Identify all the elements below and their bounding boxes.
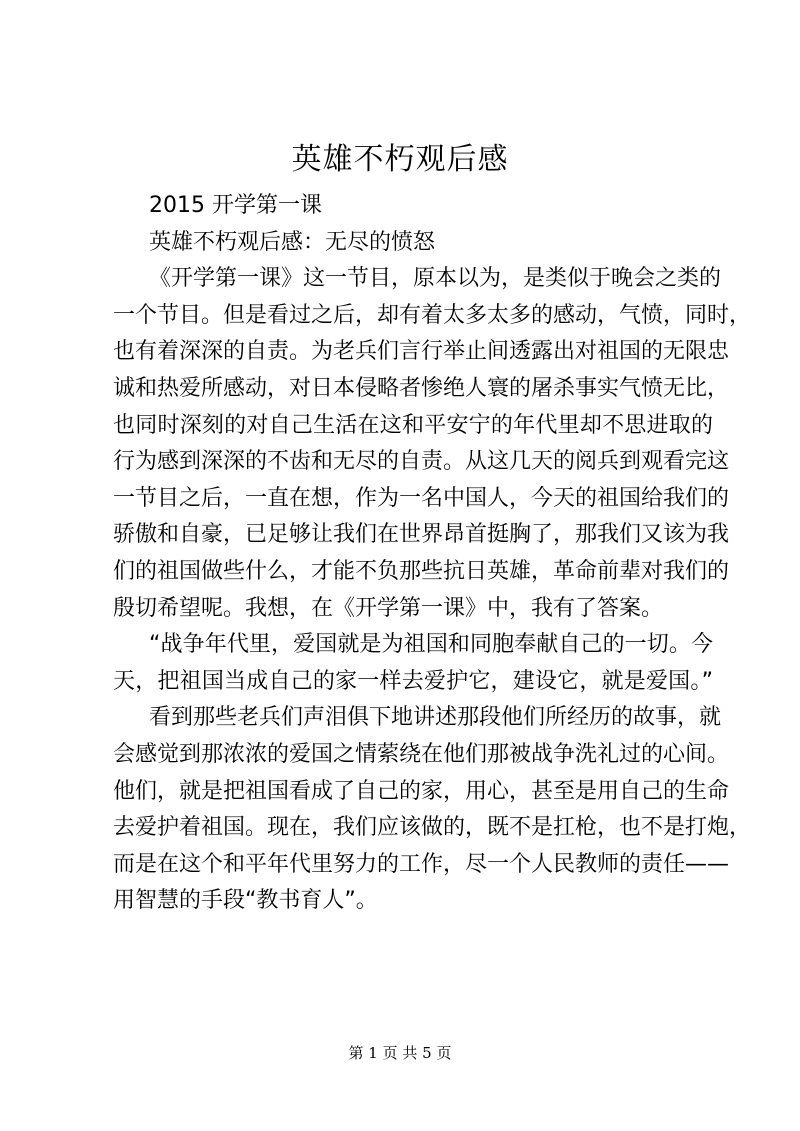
paragraph-line: 看到那些老兵们声泪俱下地讲述那段他们所经历的故事，就 <box>149 705 722 731</box>
quote-line: 天，把祖国当成自己的家一样去爱护它，建设它，就是爱国。” <box>113 668 713 694</box>
paragraph-line: 用智慧的手段“教书育人”。 <box>113 888 378 914</box>
paragraph-line: 殷切希望呢。我想，在《开学第一课》中，我有了答案。 <box>113 595 664 621</box>
paragraph-line: 也同时深刻的对自己生活在这和平安宁的年代里却不思进取的 <box>113 412 713 438</box>
paragraph-line: 他们，就是把祖国看成了自己的家，用心，甚至是用自己的生命 <box>113 778 730 804</box>
paragraph-line: 一节目之后，一直在想，作为一名中国人，今天的祖国给我们的 <box>113 485 730 511</box>
paragraph-line: 们的祖国做些什么，才能不负那些抗日英雄，革命前辈对我们的 <box>113 558 730 584</box>
subtitle-line: 英雄不朽观后感：无尽的愤怒 <box>149 229 436 255</box>
document-title: 英雄不朽观后感 <box>291 142 509 177</box>
page-footer: 第 1 页 共 5 页 <box>348 1044 452 1062</box>
document-body <box>113 188 752 920</box>
paragraph-line: 也有着深深的自责。为老兵们言行举止间透露出对祖国的无限忠 <box>113 339 730 365</box>
paragraph-line: 会感觉到那浓浓的爱国之情萦绕在他们那被战争洗礼过的心间。 <box>113 741 730 767</box>
paragraph-line: 《开学第一课》这一节目，原本以为，是类似于晚会之类的 <box>149 266 722 292</box>
paragraph-line: 骄傲和自豪，已足够让我们在世界昂首挺胸了，那我们又该为我 <box>113 522 730 548</box>
paragraph-line: 一个节目。但是看过之后，却有着太多太多的感动，气愤，同时， <box>113 302 752 328</box>
paragraph-line: 诚和热爱所感动，对日本侵略者惨绝人寰的屠杀事实气愤无比， <box>113 375 730 401</box>
quote-line: “战争年代里，爱国就是为祖国和同胞奉献自己的一切。今 <box>149 632 713 658</box>
paragraph-line: 去爱护着祖国。现在，我们应该做的，既不是扛枪，也不是打炮， <box>113 815 752 841</box>
subtitle-line: 2015 开学第一课 <box>149 193 322 218</box>
paragraph-line: 行为感到深深的不齿和无尽的自责。从这几天的阅兵到观看完这 <box>113 449 730 475</box>
paragraph-line: 而是在这个和平年代里努力的工作，尽一个人民教师的责任—— <box>113 851 730 877</box>
